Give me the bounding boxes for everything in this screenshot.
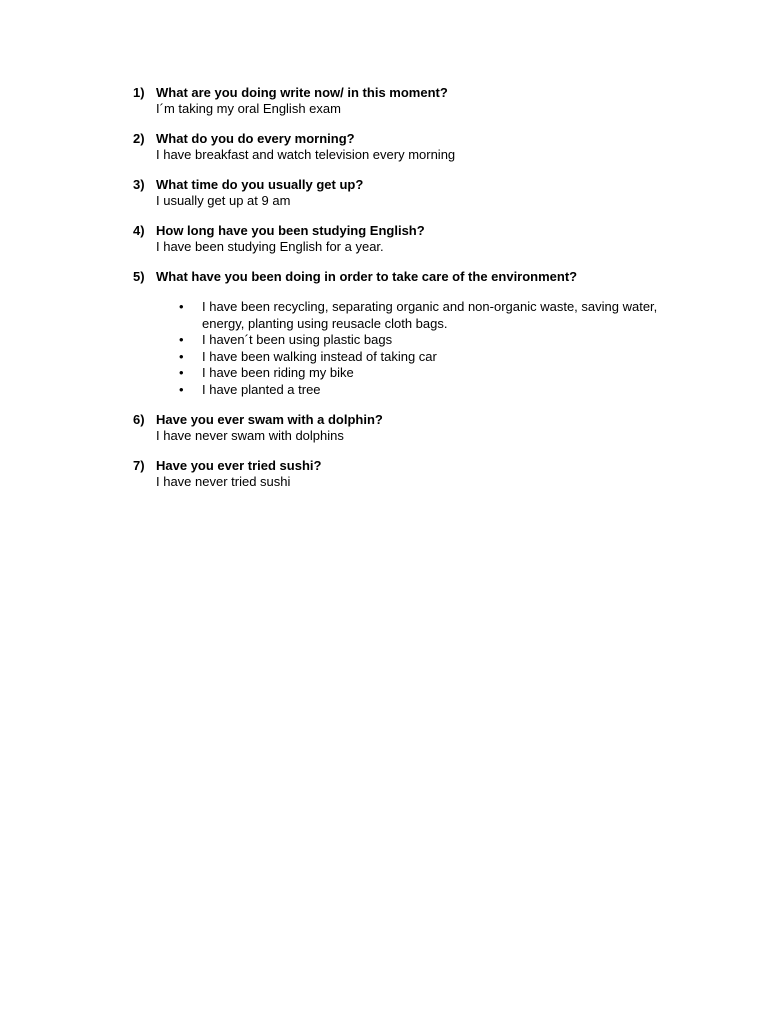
bullet-item: [179, 332, 693, 349]
bullet-icon: •: [179, 299, 184, 314]
bullet-item: [179, 365, 693, 382]
answer-text: I have breakfast and watch television every morning: [156, 147, 456, 162]
bullet-item: [179, 299, 693, 332]
question-text: Have you ever swam with a dolphin?: [156, 412, 383, 427]
answer-text: I´m taking my oral English exam: [156, 101, 341, 116]
item-number: 7): [133, 458, 145, 473]
question-text: What are you doing write now/ in this moment?: [156, 85, 448, 100]
qa-item-7: [133, 458, 693, 490]
bullet-list: [156, 299, 693, 398]
qa-item-1: [133, 85, 693, 117]
item-number: 2): [133, 131, 145, 146]
answer-text: I usually get up at 9 am: [156, 193, 291, 208]
qa-item-5: [133, 269, 693, 398]
qa-item-6: [133, 412, 693, 444]
item-number: 4): [133, 223, 145, 238]
bullet-icon: •: [179, 381, 184, 397]
qa-item-3: [133, 177, 693, 209]
question-text: Have you ever tried sushi?: [156, 458, 322, 473]
answer-text: I have never tried sushi: [156, 474, 291, 489]
question-text: What time do you usually get up?: [156, 177, 364, 192]
bullet-item: [179, 382, 693, 399]
bullet-icon: •: [179, 365, 184, 380]
qa-item-2: [133, 131, 693, 163]
question-answer-list: [133, 85, 693, 504]
bullet-text: I have been riding my bike: [202, 365, 354, 380]
item-number: 5): [133, 269, 145, 284]
bullet-icon: •: [179, 332, 184, 347]
item-number: 3): [133, 177, 145, 192]
question-text: What have you been doing in order to take care of the environment?: [156, 269, 578, 284]
qa-item-4: [133, 223, 693, 255]
question-text: How long have you been studying English?: [156, 223, 425, 238]
item-number: 6): [133, 412, 145, 427]
question-text: What do you do every morning?: [156, 131, 355, 146]
bullet-text: I have planted a tree: [202, 381, 321, 397]
bullet-text: I have been walking instead of taking car: [202, 348, 437, 364]
bullet-text: I haven´t been using plastic bags: [202, 332, 393, 347]
item-number: 1): [133, 85, 145, 100]
answer-text: I have never swam with dolphins: [156, 428, 344, 443]
bullet-icon: •: [179, 348, 184, 364]
answer-text: I have been studying English for a year.: [156, 239, 384, 254]
bullet-text: I have been recycling, separating organic and non-organic waste, saving water, energy, planting using reusacle cloth bags.: [202, 299, 658, 331]
bullet-item: [179, 349, 693, 366]
